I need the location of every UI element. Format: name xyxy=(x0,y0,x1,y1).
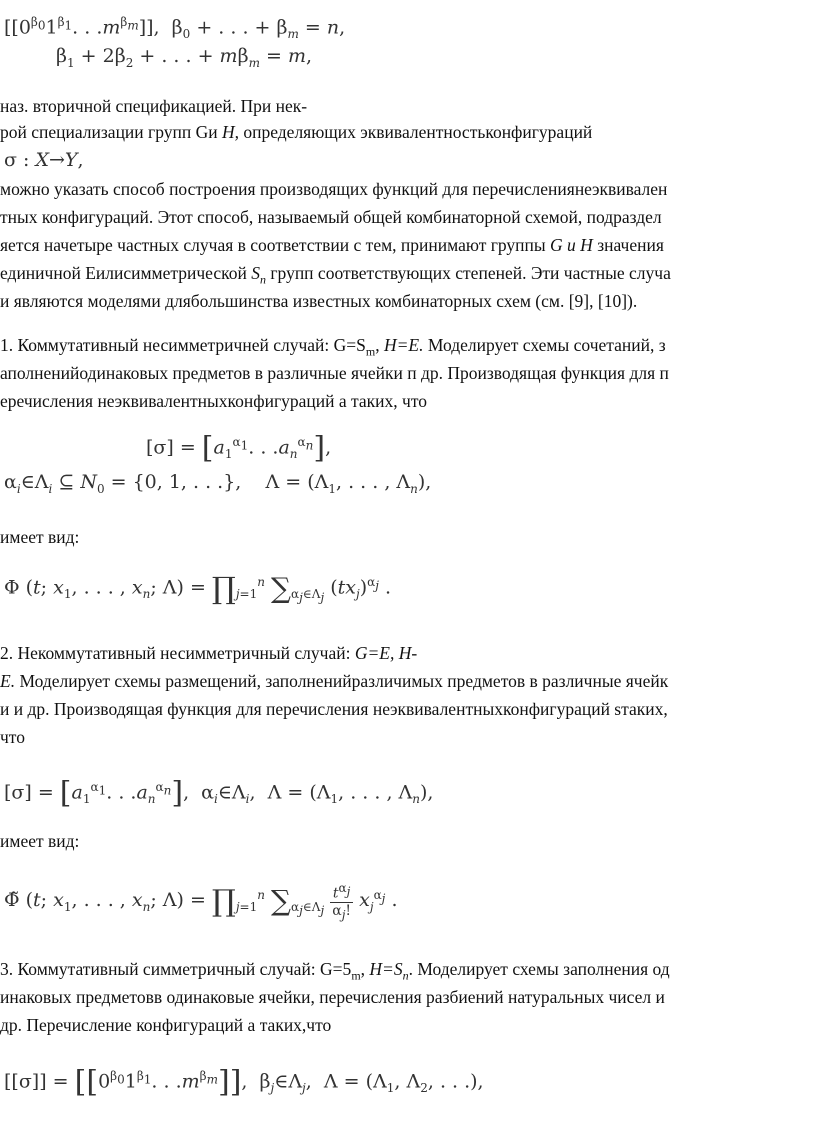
formula-case2-config: $[\sigma] = [a_1^{\alpha_1}$. . $.a_n^{\alpha_n}$], $\alpha_i\in\Lambda_i$, $\Lambda = (\Lambda_1$, . . . , $\Lambda_n$), xyxy=(4,775,434,811)
formula-case1-generating-function: Φ (t; $x_1$, . . . , $x_n$; $\Lambda) = \prod_{j=1}^n$ $\sum_{\alpha_j\in\Lambda_j}$ $(tx_j)^{\alpha_j}$ . xyxy=(4,571,392,607)
text-span: . Моделирует схемы заполнения од xyxy=(408,959,670,979)
text-span: H=S xyxy=(369,959,403,979)
formula-case2-generating-function: Φ̃ (t; $x_1$, . . . , $x_n$; $\Lambda) = \prod_{j=1}^n$ $\sum_{\alpha_j\in\Lambda_j}$ $\frac{t^{\alpha_j}}{\alpha_j!}$ $x_j^{\alpha_j}$ . xyxy=(4,881,398,922)
text-span: G=E, H- xyxy=(354,643,418,663)
text-span: H, xyxy=(221,122,239,142)
text-span: Моделирует схемы сочетаний, з xyxy=(423,335,666,355)
text-span: 2. Некоммутативный несимметричный случай: xyxy=(0,643,355,663)
text-line: аполненийодинаковых предметов в различные ячейки п др. Производящая функция для п xyxy=(0,363,669,383)
text-span: , xyxy=(375,335,384,355)
case-3-heading xyxy=(0,958,816,987)
text-line: еречисления неэквивалентныхконфигураций а таких, что xyxy=(0,391,428,411)
text-span: m xyxy=(351,968,361,983)
text-span: E. xyxy=(0,671,16,691)
text-line: наз. вторичной спецификацией. При нек- xyxy=(0,96,308,116)
formula-case1-config: $[\sigma] = [a_1^{\alpha_1}$. . $.a_n^{\alpha_n}$], xyxy=(146,430,332,466)
text-span: S xyxy=(251,263,260,283)
text-span: 3. Коммутативный симметричный случай: G=5 xyxy=(0,959,352,979)
text-span: значения xyxy=(592,235,664,255)
text-span: единичной Еилисимметрической xyxy=(0,263,252,283)
text-line: что xyxy=(0,727,25,747)
formula-secondary-spec-row2: $\beta_1 + 2\beta_2$ + . . . + $m\beta_m = m$, xyxy=(56,45,313,70)
text-span: n xyxy=(402,968,409,983)
text-line: тных конфигураций. Этот способ, называемый общей комбинаторной схемой, подраздел xyxy=(0,207,662,227)
text-span: m xyxy=(365,344,376,359)
formula-sigma-map: σ : X→Y, xyxy=(4,149,84,171)
text-span: рой специализации групп Gи xyxy=(0,122,222,142)
case-2-heading xyxy=(0,642,816,664)
text-line xyxy=(0,262,816,291)
text-line: можно указать способ построения производящих функций для перечислениянеэквивален xyxy=(0,179,668,199)
text-span: , xyxy=(360,959,370,979)
text-line: др. Перечисление конфигураций а таких,что xyxy=(0,1015,332,1035)
text-span: групп соответствующих степеней. Эти частные случа xyxy=(266,263,671,283)
text-span: яется начетыре частных случая в соответствии с тем, принимают группы xyxy=(0,235,551,255)
text-span: 1. Коммутативный несимметричней случай: G=S xyxy=(0,335,366,355)
text-span: G и H xyxy=(550,235,593,255)
text-line xyxy=(0,670,816,692)
text-line: имеет вид: xyxy=(0,831,80,851)
text-line: и и др. Производящая функция для перечисления неэквивалентныхконфигураций sтаких, xyxy=(0,699,668,719)
text-line: имеет вид: xyxy=(0,527,80,547)
text-span: n xyxy=(260,272,266,287)
text-span: H=E. xyxy=(383,335,424,355)
formula-secondary-spec-row1: [[$0^{\beta_0}1^{\beta_1}$. . $.m^{\beta_m}$]], $\beta_0$ + . . . + $\beta_m = n$, xyxy=(4,15,346,42)
formula-case1-constraints: $\alpha_i\in\Lambda_i$ ⊆ $N_0 = \{0$, 1, . . .}, $\Lambda = (\Lambda_1$, . . . , $\Lambda_n$), xyxy=(4,471,432,496)
case-1-heading xyxy=(0,334,816,363)
text-line xyxy=(0,234,816,256)
text-span: Моделирует схемы размещений, заполненийразличимых предметов в различные ячейк xyxy=(15,671,669,691)
formula-case3-config: $[[\sigma]] = [[0^{\beta_0}1^{\beta_1}$. . $.m^{\beta_m}$]], $\beta_j\in\Lambda_j$, $\Lambda = (\Lambda_1$, $\Lambda_2$, . . .), xyxy=(4,1064,484,1100)
text-line xyxy=(0,121,816,143)
text-span: определяющих эквивалентностьконфигураций xyxy=(239,122,593,142)
text-line: и являются моделями длябольшинства известных комбинаторных схем (см. [9], [10]). xyxy=(0,291,638,311)
text-line: инаковых предметовв одинаковые ячейки, перечисления разбиений натуральных чисел и xyxy=(0,987,665,1007)
